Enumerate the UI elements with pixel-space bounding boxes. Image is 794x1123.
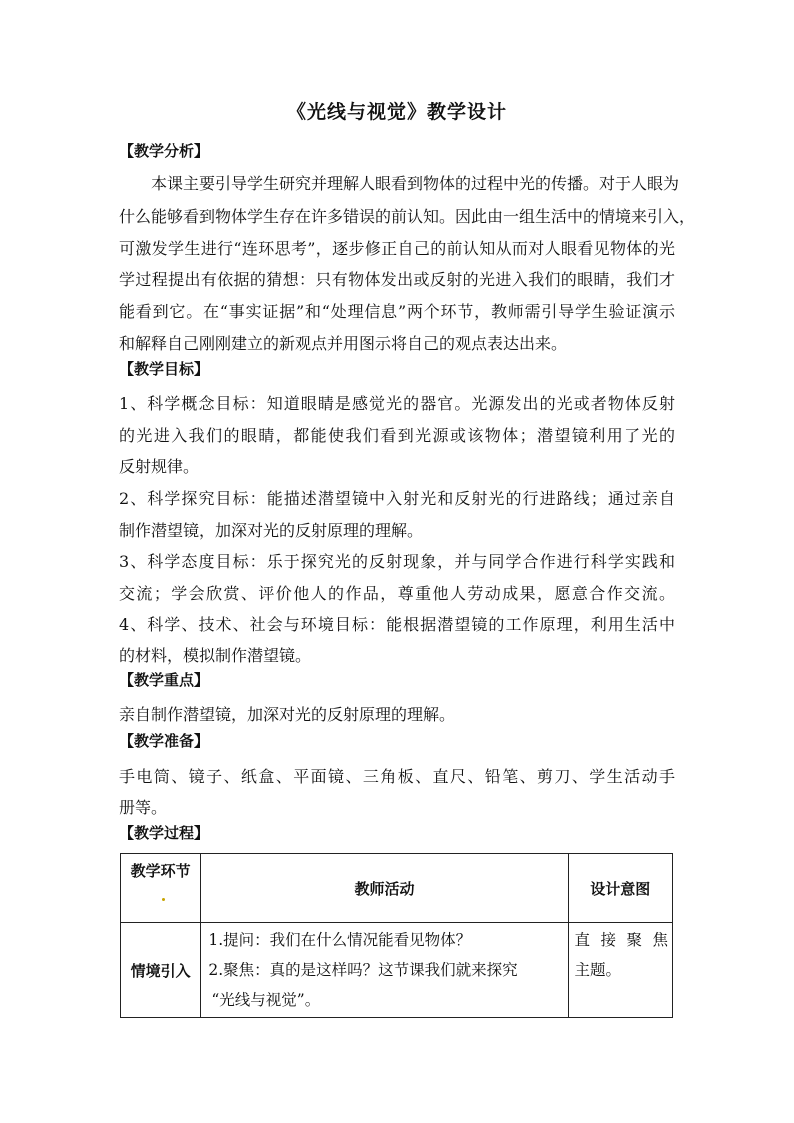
section-heading-prep: 【教学准备】 xyxy=(119,732,210,750)
paragraph-line: 能看到它。在“事实证据”和“处理信息”两个环节，教师需引导学生验证演示 xyxy=(119,302,675,321)
paragraph-line: 和解释自己刚刚建立的新观点并用图示将自己的观点表达出来。 xyxy=(119,334,568,353)
intent-line: 直接聚焦 xyxy=(574,931,668,949)
prep-line: 手电筒、镜子、纸盒、平面镜、三角板、直尺、铅笔、剪刀、学生活动手 xyxy=(119,767,675,786)
section-heading-analysis: 【教学分析】 xyxy=(119,142,210,160)
activity-cell xyxy=(201,923,568,1018)
intent-line: 主题。 xyxy=(574,961,622,979)
paragraph-line: 什么能够看到物体学生存在许多错误的前认知。因此由一组生活中的情境来引入， xyxy=(119,207,696,226)
paragraph-line: 本课主要引导学生研究并理解人眼看到物体的过程中光的传播。对于人眼为 xyxy=(151,174,680,193)
intent-cell xyxy=(568,923,672,1018)
goal-line: 的光进入我们的眼睛，都能使我们看到光源或该物体；潜望镜利用了光的 xyxy=(119,426,675,445)
table-header-cell xyxy=(568,854,672,923)
goal-line: 制作潜望镜，加深对光的反射原理的理解。 xyxy=(119,521,424,540)
activity-line: 2.聚焦：真的是这样吗？这节课我们就来探究 xyxy=(208,961,518,979)
prep-line: 册等。 xyxy=(119,798,168,817)
goal-line: 2、科学探究目标：能描述潜望镜中入射光和反射光的行进路线；通过亲自 xyxy=(119,489,675,508)
paragraph-line: 学过程提出有依据的猜想：只有物体发出或反射的光进入我们的眼睛，我们才 xyxy=(119,270,675,289)
section-heading-goals: 【教学目标】 xyxy=(119,360,210,378)
table-header-row xyxy=(121,854,673,923)
goal-line: 的材料，模拟制作潜望镜。 xyxy=(119,646,312,665)
activity-line: “光线与视觉”。 xyxy=(211,991,321,1009)
activity-line: 1.提问：我们在什么情况能看见物体？ xyxy=(208,931,472,949)
goal-line: 交流；学会欣赏、评价他人的作品，尊重他人劳动成果，愿意合作交流。 xyxy=(119,584,675,603)
focus-line: 亲自制作潜望镜，加深对光的反射原理的理解。 xyxy=(119,705,456,724)
marker-dot xyxy=(162,898,165,901)
goal-line: 4、科学、技术、社会与环境目标：能根据潜望镜的工作原理，利用生活中 xyxy=(119,615,675,634)
header-intent: 设计意图 xyxy=(590,879,651,898)
header-activity: 教师活动 xyxy=(354,879,415,898)
process-table xyxy=(120,853,673,1018)
page-title: 《光线与视觉》教学设计 xyxy=(286,101,507,123)
table-row xyxy=(121,923,673,1018)
section-heading-process: 【教学过程】 xyxy=(119,824,210,842)
goal-line: 反射规律。 xyxy=(119,457,200,476)
table-header-cell xyxy=(121,854,201,923)
table-header-cell xyxy=(201,854,568,923)
stage-cell: 情境引入 xyxy=(121,923,201,1018)
paragraph-line: 可激发学生进行“连环思考”，逐步修正自己的前认知从而对人眼看见物体的光 xyxy=(119,239,675,258)
goal-line: 1、科学概念目标：知道眼睛是感觉光的器官。光源发出的光或者物体反射 xyxy=(119,394,675,413)
goal-line: 3、科学态度目标：乐于探究光的反射现象，并与同学合作进行科学实践和 xyxy=(119,552,675,571)
header-stage: 教学环节 xyxy=(130,862,191,880)
section-heading-focus: 【教学重点】 xyxy=(119,671,210,689)
